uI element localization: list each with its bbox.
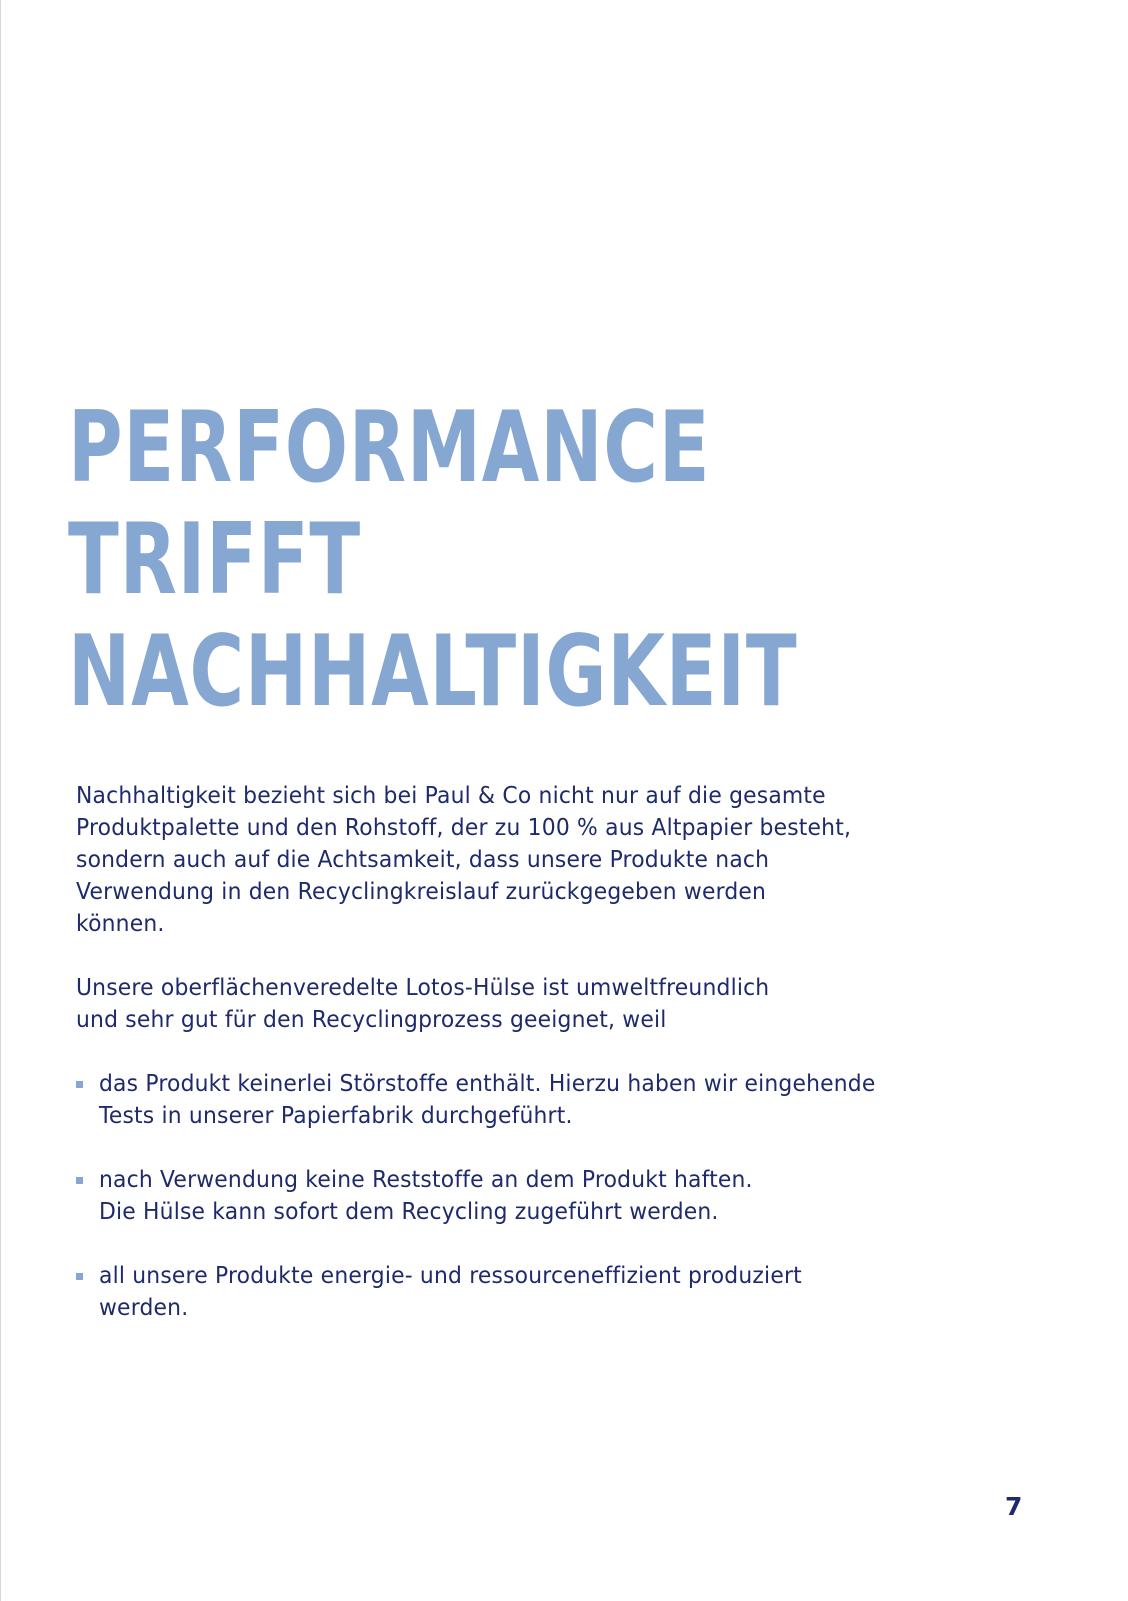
text-line: sondern auch auf die Achtsamkeit, dass unsere Produkte nach [76, 847, 770, 873]
lead-paragraph [76, 972, 950, 1036]
headline-line-2: TRIFFT [68, 503, 361, 617]
bullet-item [76, 1068, 996, 1132]
bullet-text [99, 1164, 951, 1228]
bullet-item [76, 1260, 996, 1324]
text-line: all unsere Produkte energie- und ressourceneffizient produziert [99, 1263, 802, 1289]
body-text [76, 780, 996, 1356]
text-line: Verwendung in den Recyclingkreislauf zurückgegeben werden [76, 879, 767, 905]
text-line: Tests in unserer Papierfabrik durchgeführt. [99, 1103, 573, 1129]
text-line: Produktpalette und den Rohstoff, der zu 100 % aus Altpapier besteht, [76, 815, 852, 841]
text-line: das Produkt keinerlei Störstoffe enthält. Hierzu haben wir eingehende [99, 1071, 876, 1097]
bullet-text [99, 1068, 951, 1132]
text-line: werden. [99, 1295, 189, 1321]
headline-line-3: NACHHALTIGKEIT [68, 615, 798, 729]
text-line: Unsere oberflächenveredelte Lotos-Hülse ist umweltfreundlich [76, 975, 770, 1001]
bullet-text [99, 1260, 951, 1324]
bullet-list [76, 1068, 996, 1324]
text-line: Nachhaltigkeit bezieht sich bei Paul & Co nicht nur auf die gesamte [76, 783, 826, 809]
square-bullet-icon [76, 1273, 83, 1280]
text-line: können. [76, 911, 165, 937]
intro-paragraph [76, 780, 950, 940]
text-line: Die Hülse kann sofort dem Recycling zugeführt werden. [99, 1199, 719, 1225]
square-bullet-icon [76, 1177, 83, 1184]
headline-line-1: PERFORMANCE [68, 391, 711, 505]
text-line: und sehr gut für den Recyclingprozess geeignet, weil [76, 1007, 667, 1033]
text-line: nach Verwendung keine Reststoffe an dem Produkt haften. [99, 1167, 753, 1193]
square-bullet-icon [76, 1081, 83, 1088]
bullet-item [76, 1164, 996, 1228]
page-number: 7 [1005, 1492, 1023, 1521]
page-edge-line [0, 0, 1, 1601]
headline [68, 392, 797, 728]
